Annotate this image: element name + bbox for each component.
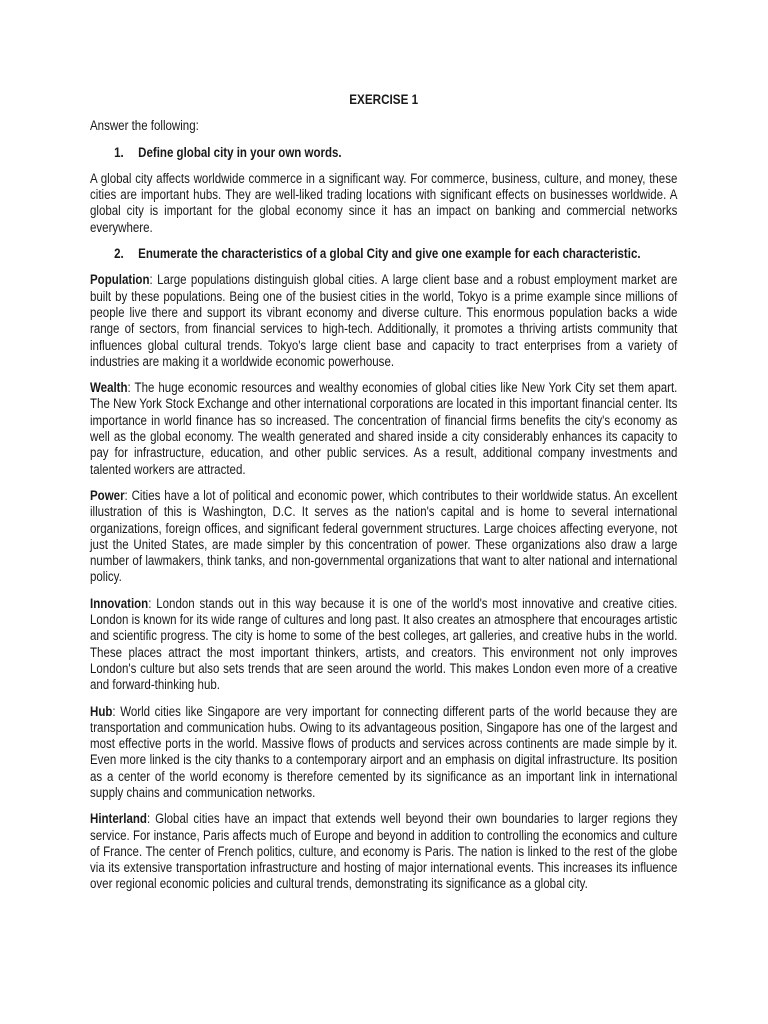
characteristic-term: Hinterland: [90, 811, 147, 827]
characteristic-wealth: [90, 380, 677, 478]
document-content: [90, 92, 678, 903]
question-text: Define global city in your own words.: [138, 144, 342, 160]
characteristic-term: Power: [90, 487, 125, 503]
characteristic-innovation: [90, 596, 677, 694]
question-2: [90, 246, 677, 262]
characteristic-power: [90, 488, 677, 586]
characteristic-text: : The huge economic resources and wealthy economies of global cities like New York City set them apart. The New York Stock Exchange and other international corporations are located in this important financial center. Its importance in world finance has so increased. The concentration of financial firms benefits the city's economy as well as the global economy. The wealth generated and shared inside a city considerably enhances its capacity to pay for infrastructure, education, and other public services. As a result, additional company investments and talented workers are attracted.: [90, 380, 678, 477]
question-1: [90, 145, 677, 161]
characteristic-term: Innovation: [90, 595, 149, 611]
characteristic-population: [90, 272, 677, 370]
question-text: Enumerate the characteristics of a global City and give one example for each characteristic.: [138, 246, 641, 262]
characteristic-term: Hub: [90, 703, 113, 719]
characteristic-text: : Large populations distinguish global cities. A large client base and a robust employment market are built by these populations. Being one of the busiest cities in the world, Tokyo is a prime example since millions of people live there and support its vibrant economy and diverse culture. This enormous population backs a wide range of sectors, from financial services to high-tech. Additionally, it promotes a thriving artists community that influences global cultural trends. Tokyo's large client base and capacity to tract enterprises from a variety of industries are making it a worldwide economic powerhouse.: [90, 272, 678, 369]
question-number: 2.: [114, 246, 124, 262]
characteristic-text: : Global cities have an impact that extends well beyond their own boundaries to larger regions they service. For instance, Paris affects much of Europe and beyond in addition to controlling the economics and culture of France. The center of French politics, culture, and economy is Paris. The nation is linked to the rest of the globe via its extensive transportation infrastructure and hosting of major international events. This increases its influence over regional economic policies and cultural trends, demonstrating its significance as a global city.: [90, 811, 678, 892]
answer-paragraph: A global city affects worldwide commerce in a significant way. For commerce, business, culture, and money, these cities are important hubs. They are well-liked trading locations with significant effects on businesses worldwide. A global city is important for the global economy since it has an impact on banking and commercial networks everywhere.: [90, 170, 678, 235]
document-body: [90, 92, 677, 893]
characteristic-term: Population: [90, 272, 150, 288]
intro-text: Answer the following:: [90, 118, 199, 134]
characteristic-term: Wealth: [90, 380, 128, 396]
question-number: 1.: [114, 144, 124, 160]
characteristic-text: : Cities have a lot of political and economic power, which contributes to their worldwide status. An excellent illustration of this is Washington, D.C. It serves as the nation's capital and is home to several international organizations, foreign offices, and significant federal government structures. Large choices affecting everyone, not just the United States, are made simpler by this concentration of power. These organizations also draw a large number of lawmakers, think tanks, and non-governmental organizations that want to alter national and international policy.: [90, 487, 678, 585]
characteristic-text: : London stands out in this way because it is one of the world's most innovative and creative cities. London is known for its wide range of cultures and long past. It also creates an atmosphere that encourages artistic and scientific progress. The city is home to some of the best colleges, art galleries, and creative hubs in the world. These places attract the most important thinkers, artists, and creators. This environment not only improves London's culture but also sets trends that are seen around the world. This makes London even more of a creative and forward-thinking hub.: [90, 595, 678, 693]
document-title: EXERCISE 1: [349, 92, 419, 107]
characteristic-hub: [90, 704, 677, 802]
characteristic-hinterland: [90, 811, 677, 892]
characteristic-text: : World cities like Singapore are very important for connecting different parts of the world because they are transportation and communication hubs. Owing to its advantageous position, Singapore has one of the largest and most effective ports in the world. Massive flows of products and services across continents are made simple by it. Even more linked is the city thanks to a contemporary airport and an emphasis on digital infrastructure. Its position as a center of the world economy is therefore cemented by its significance as an important link in international supply chains and communication networks.: [90, 703, 678, 800]
